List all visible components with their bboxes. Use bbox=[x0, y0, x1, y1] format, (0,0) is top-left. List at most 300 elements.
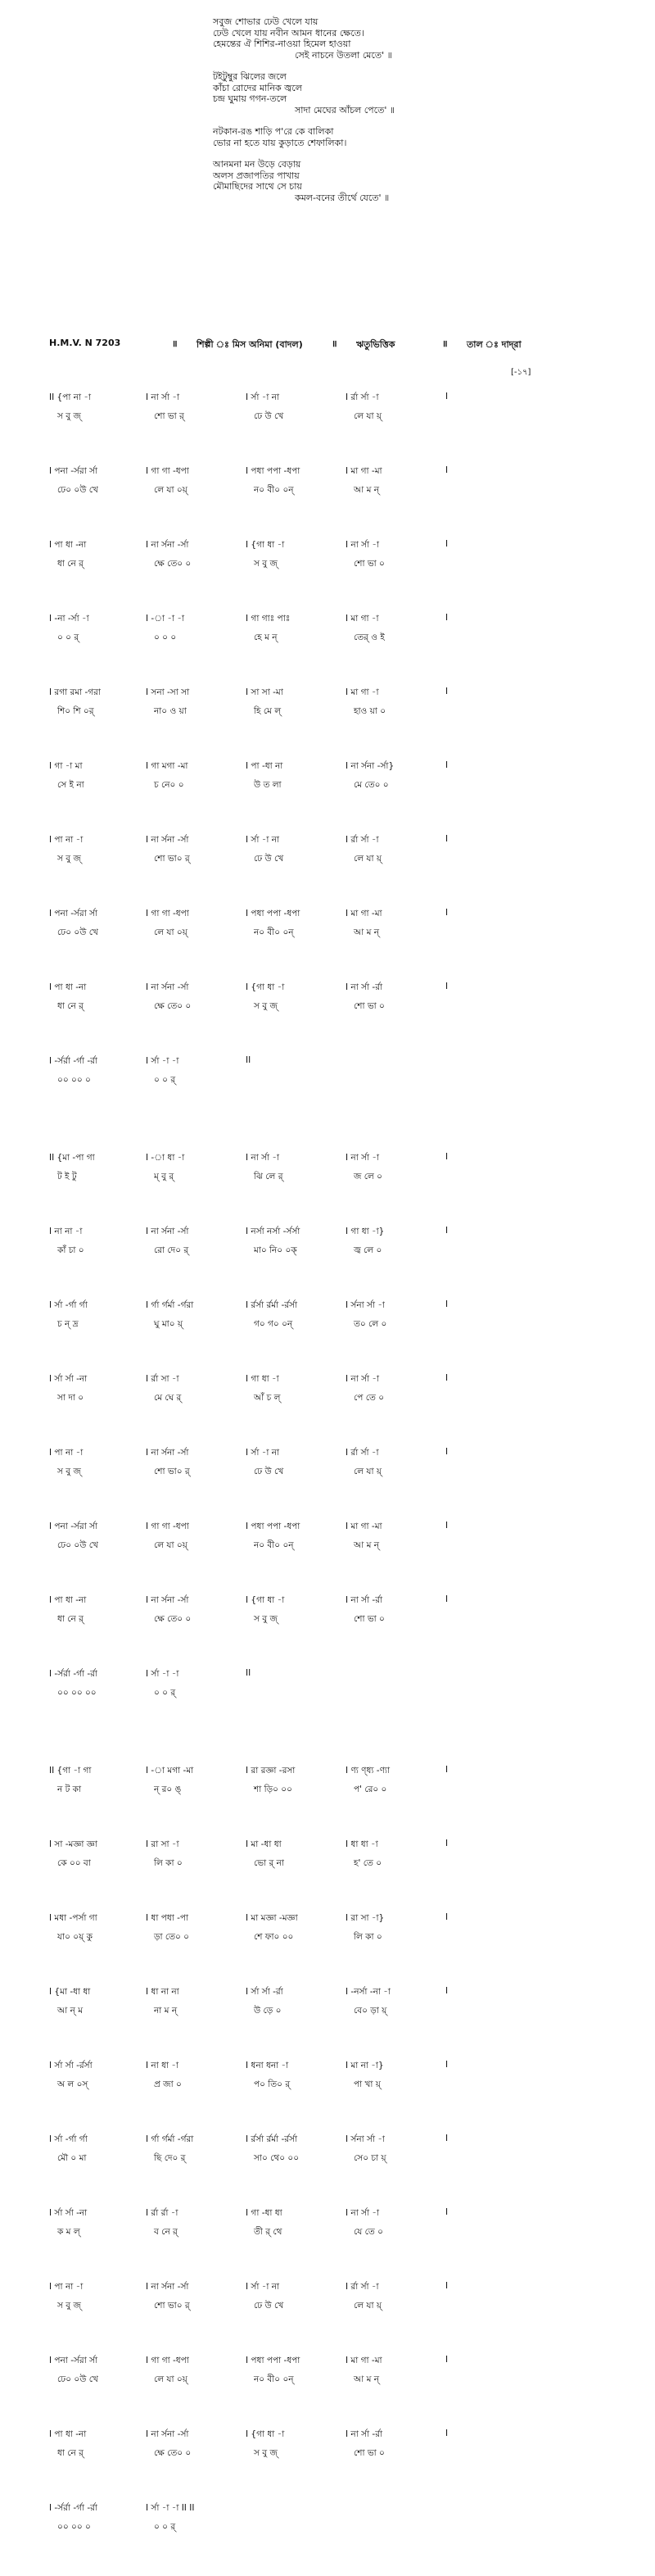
swara-cell: I bbox=[445, 2134, 449, 2143]
swara-cell: I bbox=[445, 1447, 449, 1457]
swara-cell: I bbox=[445, 539, 449, 549]
swara-cell: II {গা -া গা bbox=[49, 1766, 92, 1776]
lyric-cell: অ ল ০স্ bbox=[57, 2079, 88, 2089]
swara-cell: I না র্সনা -র্সা} bbox=[346, 761, 395, 771]
swara-cell: I -র্সর্রা -র্গা -র্রা bbox=[49, 2503, 97, 2513]
swara-cell: I না র্সা -র্রা bbox=[346, 982, 383, 992]
lyric-cell: ঢে উ খে bbox=[254, 411, 284, 421]
swara-cell: I bbox=[445, 982, 449, 991]
notation-row bbox=[49, 2281, 622, 2311]
swara-cell: I না র্সা -া bbox=[346, 540, 380, 550]
poem-line: ভোর না হতে যায় কুড়াতে শেফালিকা। bbox=[213, 137, 347, 148]
lyric-cell: ধা নে র্ bbox=[57, 1614, 84, 1624]
swara-cell: I মা গা -মা bbox=[346, 1522, 382, 1531]
lyric-cell: না০ ও য়া bbox=[154, 706, 187, 716]
swara-cell: I bbox=[445, 2060, 449, 2070]
swara-cell: I র্সা -া -া bbox=[146, 1056, 179, 1066]
lyric-cell: শো ভা ০ bbox=[354, 1614, 385, 1624]
swara-cell: I bbox=[445, 834, 449, 844]
swara-cell: I {গা ধা -া bbox=[246, 2429, 285, 2439]
swara-cell: I সনা -সা সা bbox=[146, 687, 190, 697]
swara-cell: I সা -মজ্ঞা জ্ঞা bbox=[49, 1839, 97, 1849]
swara-cell: I রগা রমা -গরা bbox=[49, 687, 101, 697]
lyric-cell: ছি দে০ র্ bbox=[154, 2153, 186, 2163]
notation-row bbox=[49, 2207, 622, 2237]
swara-cell: I র্রর্সা র্রর্মা -র্রর্সা bbox=[246, 2134, 298, 2144]
lyric-cell: ০ ০ র্ bbox=[154, 1075, 176, 1085]
swara-cell: I না র্সনা -র্সা bbox=[146, 982, 189, 992]
lyric-cell: ক্ষে তে০ ০ bbox=[154, 1614, 192, 1624]
lyric-cell: ব নে র্ bbox=[154, 2227, 178, 2237]
lyric-cell: আঁ চ ল্ bbox=[254, 1393, 281, 1403]
swara-cell: I bbox=[445, 2281, 449, 2291]
lyric-cell: শে ফা০ ০০ bbox=[254, 1932, 294, 1942]
lyric-cell: বে০ ড়া য়্ bbox=[354, 2006, 387, 2016]
poem-line: টইটুম্বুর ঝিলের জলে bbox=[213, 71, 287, 82]
lyric-cell: প্র জা ০ bbox=[154, 2079, 182, 2089]
swara-cell: I গা গা -ধপা bbox=[146, 2356, 189, 2365]
lyric-cell: তী র্ থে bbox=[254, 2227, 282, 2237]
lyric-cell: স বু জ্ bbox=[57, 1467, 81, 1476]
lyric-cell: স বু জ্ bbox=[57, 2301, 81, 2311]
poem-line: হেমন্তের ঐ শিশির-নাওয়া হিমেল হাওয়া bbox=[213, 39, 351, 49]
notation-row bbox=[49, 2429, 622, 2458]
swara-cell: I -র্সর্রা -র্গা -র্রা bbox=[49, 1056, 97, 1066]
lyric-cell: স বু জ্ bbox=[57, 854, 81, 864]
notation-row bbox=[49, 539, 622, 569]
poem-stanza bbox=[213, 16, 557, 61]
lyric-cell: রো দে০ র্ bbox=[154, 1245, 189, 1255]
lyric-cell: স বু জ্ bbox=[254, 1614, 278, 1624]
swara-cell: I র্সা -া -া bbox=[146, 1669, 179, 1679]
lyric-cell: শো ভা০ র্ bbox=[154, 1467, 190, 1476]
record-number: H.M.V. N 7203 bbox=[49, 338, 121, 348]
lyric-cell: ০ ০ ০ bbox=[154, 633, 177, 642]
swara-cell: I {গা ধা -া bbox=[246, 540, 285, 550]
swara-cell: I না র্সা -া bbox=[346, 1374, 380, 1384]
swara-cell: I রা সা -া bbox=[146, 1839, 179, 1849]
swara-cell: II bbox=[246, 1055, 251, 1065]
lyric-cell: সা দা ০ bbox=[57, 1393, 84, 1403]
swara-cell: I র্রা র্সা -া bbox=[346, 1448, 379, 1458]
swara-cell: I পধা পপা -ধপা bbox=[246, 2356, 300, 2365]
swara-cell: I পধা পপা -ধপা bbox=[246, 466, 300, 476]
swara-cell: I র্রা র্রা -া bbox=[146, 2208, 178, 2218]
lyric-cell: ন০ বী০ ০ন্ bbox=[254, 485, 294, 495]
lyric-cell: না ম ন্ bbox=[154, 2006, 178, 2016]
lyric-cell: ধা নে র্ bbox=[57, 2448, 84, 2458]
swara-cell: I র্সা -া না bbox=[246, 1448, 280, 1458]
lyric-cell: গ০ গ০ ০ন্ bbox=[254, 1319, 293, 1329]
lyric-cell: শা ড়ি০ ০০ bbox=[254, 1785, 292, 1794]
lyric-cell: ম্ বু র্ bbox=[154, 1172, 174, 1181]
lyric-cell: কে ০০ বা bbox=[57, 1858, 91, 1868]
swara-cell: I পা ধা -না bbox=[49, 540, 87, 550]
poem-line: আনমনা মন উড়ে বেড়ায় bbox=[213, 159, 301, 170]
poem-line: নটকান-রঙ শাড়ি প'রে কে বালিকা bbox=[213, 126, 334, 137]
swara-cell: I না র্সনা -র্সা bbox=[146, 1227, 189, 1236]
poem-line: সাদা মেঘের আঁচল পেতে' ॥ bbox=[295, 104, 395, 116]
swara-cell: I -র্সর্রা -র্গা -র্রা bbox=[49, 1669, 97, 1679]
swara-cell: I bbox=[445, 2355, 449, 2365]
poem-stanza bbox=[213, 159, 557, 203]
lyric-cell: ক্ষে তে০ ০ bbox=[154, 2448, 192, 2458]
swara-cell: I bbox=[445, 2207, 449, 2217]
poem-stanza bbox=[213, 126, 557, 148]
swara-cell: I -না -র্সা -া bbox=[49, 614, 89, 624]
swara-cell: I {গা ধা -া bbox=[246, 982, 285, 992]
lyric-cell: যা০ ০য়্ কু bbox=[57, 1932, 93, 1942]
lyric-cell: ন০ বী০ ০ন্ bbox=[254, 927, 294, 937]
swara-cell: II {মা -পা গা bbox=[49, 1153, 95, 1163]
swara-cell: I মা গা -মা bbox=[346, 2356, 382, 2365]
lyric-cell: ০০ ০০ ০ bbox=[57, 2522, 91, 2532]
swara-cell: I পা -ধা না bbox=[246, 761, 283, 771]
lyric-cell: ভো র্ না bbox=[254, 1858, 284, 1868]
swara-cell: I না র্সনা -র্সা bbox=[146, 835, 189, 845]
swara-cell: I র্রা র্সা -া bbox=[346, 835, 379, 845]
lyric-cell: হি মে ল্ bbox=[254, 706, 282, 716]
lyric-cell: ন০ বী০ ০ন্ bbox=[254, 1540, 294, 1550]
swara-cell: I না ধা -া bbox=[146, 2061, 178, 2070]
lyric-cell: মে ঘে র্ bbox=[154, 1393, 182, 1403]
lyric-cell: স বু জ্ bbox=[254, 2448, 278, 2458]
swara-cell: I র্সা র্সা -র্রা bbox=[246, 1987, 283, 1997]
lyric-cell: ত০ লে ০ bbox=[354, 1319, 387, 1329]
lyric-cell: উ ত লা bbox=[254, 780, 282, 790]
notation-row bbox=[49, 760, 622, 790]
swara-cell: I -া ধা -া bbox=[146, 1153, 185, 1163]
swara-cell: I না র্সনা -র্সা bbox=[146, 540, 189, 550]
swara-cell: I র্সনা র্সা -া bbox=[346, 1300, 385, 1310]
page-number: [-১৭] bbox=[511, 368, 531, 377]
lyric-cell: লে যা ০য়্ bbox=[154, 927, 187, 937]
swara-cell: I পা না -া bbox=[49, 2282, 84, 2292]
lyric-cell: লে যা ০য়্ bbox=[154, 485, 187, 495]
swara-cell: I সা সা -মা bbox=[246, 687, 283, 697]
lyric-cell: স বু জ্ bbox=[254, 1001, 278, 1011]
lyric-cell: ন্ র০ ঙ্ bbox=[154, 1785, 182, 1794]
swara-cell: I bbox=[445, 760, 449, 770]
lyric-cell: ঢে০ ০উ খে bbox=[57, 1540, 98, 1550]
swara-cell: I র্রা সা -া bbox=[146, 1374, 179, 1384]
artist-name: শিল্পী ঃ মিস অনিমা (বাদল) bbox=[196, 339, 303, 350]
notation-row bbox=[49, 1447, 622, 1476]
lyric-cell: ট ই টু bbox=[57, 1172, 77, 1181]
swara-cell: I না র্সা -া bbox=[246, 1153, 280, 1163]
lyric-cell: শি০ শি ০র্ bbox=[57, 706, 94, 716]
swara-cell: I গা -া মা bbox=[49, 761, 83, 771]
swara-cell: I পা না -া bbox=[49, 1448, 84, 1458]
swara-cell: I -নর্সা -না -া bbox=[346, 1987, 391, 1997]
swara-cell: I নর্সা নর্সা -র্সর্সা bbox=[246, 1227, 300, 1236]
lyric-cell: ধা নে র্ bbox=[57, 1001, 84, 1011]
notation-row bbox=[49, 1226, 622, 1255]
lyric-cell: মা০ নি০ ০ক্ bbox=[254, 1245, 297, 1255]
record-header bbox=[49, 338, 622, 356]
swara-cell: I না র্সা -র্রা bbox=[346, 2429, 383, 2439]
lyric-cell: ক্ষে তে০ ০ bbox=[154, 559, 192, 569]
lyric-cell: ধা নে র্ bbox=[57, 559, 84, 569]
swara-cell: I পধা পপা -ধপা bbox=[246, 909, 300, 918]
lyric-cell: লি কা ০ bbox=[154, 1858, 183, 1868]
lyric-cell: প০ তি০ র্ bbox=[254, 2079, 291, 2089]
swara-cell: I গা গা -ধপা bbox=[146, 1522, 189, 1531]
swara-cell: I গা গাঃ পাঃ bbox=[246, 614, 291, 624]
swara-cell: I না র্সা -া bbox=[146, 392, 180, 402]
swara-cell: I র্গা র্গর্মা -র্গরা bbox=[146, 2134, 194, 2144]
swara-cell: I র্রা র্সা -া bbox=[346, 2282, 379, 2292]
lyric-cell: হ' তে ০ bbox=[354, 1858, 382, 1868]
swara-cell: I bbox=[445, 687, 449, 696]
swara-cell: I রা সা -া} bbox=[346, 1913, 385, 1923]
swara-cell: I র্সা -া না bbox=[246, 835, 280, 845]
swara-cell: I পা ধা -না bbox=[49, 982, 87, 992]
song-lyrics bbox=[213, 16, 557, 214]
swara-cell: I bbox=[445, 1299, 449, 1309]
swara-cell: I না না -া bbox=[49, 1227, 83, 1236]
notation-row bbox=[49, 1912, 622, 1942]
swara-cell: I পধা পপা -ধপা bbox=[246, 1522, 300, 1531]
swara-cell: I না র্সনা -র্সা bbox=[146, 2429, 189, 2439]
lyric-cell: ন ট কা bbox=[57, 1785, 82, 1794]
swara-cell: I পনা -র্সরা র্সা bbox=[49, 466, 98, 476]
notation-row bbox=[49, 1373, 622, 1403]
notation-row bbox=[49, 1986, 622, 2016]
swara-cell: I bbox=[445, 465, 449, 475]
poem-line: চন্দ্র ঘুমায় গগন-তলে bbox=[213, 93, 287, 104]
lyric-cell: হে ম ন্ bbox=[254, 633, 278, 642]
poem-line: অলস প্রজাপতির পাখায় bbox=[213, 170, 300, 181]
poem-line: মৌমাছিদের সাথে সে চায় bbox=[213, 181, 302, 192]
lyric-cell: শো ভা ০ bbox=[354, 2448, 385, 2458]
lyric-cell: শো ভা০ র্ bbox=[154, 854, 190, 864]
notation-row bbox=[49, 465, 622, 495]
lyric-cell: সে০ চা য়্ bbox=[354, 2153, 386, 2163]
swara-cell: I পা ধা -না bbox=[49, 1595, 87, 1605]
swara-cell: I bbox=[445, 1986, 449, 1996]
lyric-cell: তের্ ও ই bbox=[354, 633, 385, 642]
swara-cell: I র্সা র্সা -না bbox=[49, 1374, 88, 1384]
lyric-cell: শো ভা০ র্ bbox=[154, 2301, 190, 2311]
lyric-cell: আ ন্ ম bbox=[57, 2006, 84, 2016]
separator: ॥ bbox=[172, 338, 178, 349]
swara-cell: I র্সা -া -া II II bbox=[146, 2503, 195, 2513]
lyric-cell: সে ই না bbox=[57, 780, 84, 790]
swara-cell: II bbox=[246, 1668, 251, 1678]
lyric-cell: শো ভা র্ bbox=[154, 411, 184, 421]
swara-cell: I র্সা র্সা -না bbox=[49, 2208, 88, 2218]
swara-cell: I গা গা -ধপা bbox=[146, 909, 189, 918]
lyric-cell: সা০ থে০ ০০ bbox=[254, 2153, 300, 2163]
swara-cell: I -া মগা -মা bbox=[146, 1766, 194, 1776]
lyric-cell: লে যা য়্ bbox=[354, 411, 382, 421]
swara-cell: I মা গা -মা bbox=[346, 466, 382, 476]
lyric-cell: ঢে উ খে bbox=[254, 1467, 284, 1476]
taal-label: তাল ঃ দাদ্‌রা bbox=[467, 339, 522, 350]
lyric-cell: লে যা য়্ bbox=[354, 854, 382, 864]
swara-cell: I র্সা -া না bbox=[246, 392, 280, 402]
swara-cell: I মা -ধা ধা bbox=[246, 1839, 282, 1849]
notation-row bbox=[49, 1765, 622, 1794]
swara-cell: I না র্সনা -র্সা bbox=[146, 1448, 189, 1458]
lyric-cell: আ ম ন্ bbox=[354, 2374, 380, 2384]
lyric-cell: ড়া তে০ ০ bbox=[154, 1932, 190, 1942]
lyric-cell: মৌ ০ মা bbox=[57, 2153, 87, 2163]
swara-cell: I গা ধা -া} bbox=[346, 1227, 385, 1236]
song-genre: ঋতুভিত্তিক bbox=[356, 339, 395, 350]
swara-cell: I মা গা -া bbox=[346, 687, 379, 697]
swara-cell: I bbox=[445, 1839, 449, 1848]
swara-cell: I না র্সনা -র্সা bbox=[146, 1595, 189, 1605]
swara-cell: I bbox=[445, 1226, 449, 1236]
notation-row bbox=[49, 1299, 622, 1329]
notation-row bbox=[49, 1055, 622, 1085]
poem-line: সবুজ শোভার ঢেউ খেলে যায় bbox=[213, 16, 318, 27]
swara-cell: I না র্সা -র্রা bbox=[346, 1595, 383, 1605]
notation-row bbox=[49, 687, 622, 716]
swara-cell: I bbox=[445, 1765, 449, 1775]
lyric-cell: আ ম ন্ bbox=[354, 485, 380, 495]
lyric-cell: ঢে উ খে bbox=[254, 854, 284, 864]
lyric-cell: শো ভা ০ bbox=[354, 1001, 385, 1011]
lyric-cell: ঢে০ ০উ খে bbox=[57, 927, 98, 937]
separator: ॥ bbox=[332, 338, 337, 349]
notation-row bbox=[49, 1152, 622, 1181]
swara-cell: I গা মগা -মা bbox=[146, 761, 188, 771]
swara-cell: I পনা -র্সরা র্সা bbox=[49, 1522, 98, 1531]
lyric-cell: স বু জ্ bbox=[254, 559, 278, 569]
swara-cell: I না র্সা -া bbox=[346, 2208, 380, 2218]
swaralipi-notation bbox=[49, 392, 622, 2576]
swara-cell: I র্গা র্গর্মা -র্গরা bbox=[146, 1300, 194, 1310]
lyric-cell: ক্ষে তে০ ০ bbox=[154, 1001, 192, 1011]
swara-cell: I {গা ধা -া bbox=[246, 1595, 285, 1605]
lyric-cell: ন০ বী০ ০ন্ bbox=[254, 2374, 294, 2384]
lyric-cell: জ লে ০ bbox=[354, 1172, 382, 1181]
poem-stanza bbox=[213, 71, 557, 116]
notation-row bbox=[49, 2134, 622, 2163]
swara-cell: I র্সা র্সা -র্রর্সা bbox=[49, 2061, 93, 2070]
notation-row bbox=[49, 392, 622, 421]
swara-cell: I bbox=[445, 1152, 449, 1162]
swara-cell: I ধনা ধনা -া bbox=[246, 2061, 289, 2070]
lyric-cell: ক ম ল্ bbox=[57, 2227, 80, 2237]
lyric-cell: ঢে উ খে bbox=[254, 2301, 284, 2311]
lyric-cell: পা খা য়্ bbox=[354, 2079, 381, 2089]
swara-cell: I গা -ধা ধা bbox=[246, 2208, 282, 2218]
swara-cell: I পনা -র্সরা র্সা bbox=[49, 909, 98, 918]
swara-cell: I bbox=[445, 2429, 449, 2438]
poem-line: কাঁচা রোদের মানিক জ্বলে bbox=[213, 82, 302, 93]
swara-cell: I গা গা -ধপা bbox=[146, 466, 189, 476]
lyric-cell: ০ ০ র্ bbox=[57, 633, 79, 642]
swara-cell: I {মা -ধা ধা bbox=[49, 1987, 91, 1997]
swara-cell: I না র্সা -া bbox=[346, 1153, 380, 1163]
notation-row bbox=[49, 613, 622, 642]
notation-row bbox=[49, 1668, 622, 1698]
lyric-cell: চ ন্ দ্র bbox=[57, 1319, 79, 1329]
notation-row bbox=[49, 982, 622, 1011]
swara-cell: I গা ধা -া bbox=[246, 1374, 279, 1384]
swara-cell: II {পা না -া bbox=[49, 392, 92, 402]
notation-row bbox=[49, 2355, 622, 2384]
swara-cell: I না র্সনা -র্সা bbox=[146, 2282, 189, 2292]
lyric-cell: ঢে০ ০উ খে bbox=[57, 485, 98, 495]
lyric-cell: হাও য়া ০ bbox=[354, 706, 386, 716]
swara-cell: I মা গা -া bbox=[346, 614, 379, 624]
notation-row bbox=[49, 1594, 622, 1624]
swara-cell: I র্সনা র্সা -া bbox=[346, 2134, 385, 2144]
lyric-cell: কাঁ চা ০ bbox=[57, 1245, 84, 1255]
lyric-cell: চ নে০ ০ bbox=[154, 780, 184, 790]
swara-cell: I bbox=[445, 1373, 449, 1383]
lyric-cell: উ ড়ে ০ bbox=[254, 2006, 282, 2016]
poem-line: কমল-বনের তীর্থে যেতে' ॥ bbox=[295, 192, 390, 203]
swara-cell: I bbox=[445, 1521, 449, 1531]
separator: ॥ bbox=[442, 338, 448, 349]
lyric-cell: ০ ০ র্ bbox=[154, 1688, 176, 1698]
swara-cell: I bbox=[445, 613, 449, 623]
swara-cell: I রা রজ্ঞা -রসা bbox=[246, 1766, 296, 1776]
swara-cell: I ণ্য ণ্ধ্য -ণ্যা bbox=[346, 1766, 391, 1776]
lyric-cell: লি কা ০ bbox=[354, 1932, 382, 1942]
swara-cell: I ধা ধা -া bbox=[346, 1839, 378, 1849]
swara-cell: I ধা না না bbox=[146, 1987, 179, 1997]
swara-cell: I bbox=[445, 908, 449, 918]
swara-cell: I র্রা র্সা -া bbox=[346, 392, 379, 402]
lyric-cell: জ্ব লে ০ bbox=[354, 1245, 382, 1255]
notation-row bbox=[49, 908, 622, 937]
swara-cell: I র্রর্সা র্রর্মা -র্রর্সা bbox=[246, 1300, 298, 1310]
lyric-cell: প' রে০ ০ bbox=[354, 1785, 387, 1794]
swara-cell: I bbox=[445, 1912, 449, 1922]
lyric-cell: ঝি লে র্ bbox=[254, 1172, 283, 1181]
lyric-cell: যে তে ০ bbox=[354, 2227, 383, 2237]
swara-cell: I মা না -া} bbox=[346, 2061, 384, 2070]
lyric-cell: আ ম ন্ bbox=[354, 1540, 380, 1550]
lyric-cell: ০০ ০০ ০০ bbox=[57, 1688, 97, 1698]
lyric-cell: মে তে০ ০ bbox=[354, 780, 389, 790]
lyric-cell: ০ ০ র্ bbox=[154, 2522, 176, 2532]
swara-cell: I bbox=[445, 1594, 449, 1604]
notation-row bbox=[49, 1521, 622, 1550]
swara-cell: I পা ধা -না bbox=[49, 2429, 87, 2439]
lyric-cell: পে তে ০ bbox=[354, 1393, 385, 1403]
swara-cell: I মা গা -মা bbox=[346, 909, 382, 918]
swara-cell: I র্সা -র্গা র্গা bbox=[49, 1300, 88, 1310]
swara-cell: I পনা -র্সরা র্সা bbox=[49, 2356, 98, 2365]
swara-cell: I পা না -া bbox=[49, 835, 84, 845]
lyric-cell: শো ভা ০ bbox=[354, 559, 385, 569]
notation-row bbox=[49, 2502, 622, 2532]
swara-cell: I মধা -পর্সা গা bbox=[49, 1913, 97, 1923]
swara-cell: I র্সা -র্গা র্গা bbox=[49, 2134, 88, 2144]
poem-line: ঢেউ খেলে যায় নবীন আমন ধানের ক্ষেতে। bbox=[213, 27, 364, 39]
lyric-cell: লে যা ০য়্ bbox=[154, 2374, 187, 2384]
notation-row bbox=[49, 834, 622, 864]
lyric-cell: লে যা য়্ bbox=[354, 2301, 382, 2311]
notation-row bbox=[49, 1839, 622, 1868]
swara-cell: I ধা পধা -পা bbox=[146, 1913, 189, 1923]
lyric-cell: স বু জ্ bbox=[57, 411, 81, 421]
swara-cell: I র্সা -া না bbox=[246, 2282, 280, 2292]
swara-cell: I bbox=[445, 392, 449, 401]
lyric-cell: ঢে০ ০উ খে bbox=[57, 2374, 98, 2384]
lyric-cell: লে যা য়্ bbox=[354, 1467, 382, 1476]
swara-cell: I -া -া -া bbox=[146, 614, 185, 624]
lyric-cell: লে যা ০য়্ bbox=[154, 1540, 187, 1550]
